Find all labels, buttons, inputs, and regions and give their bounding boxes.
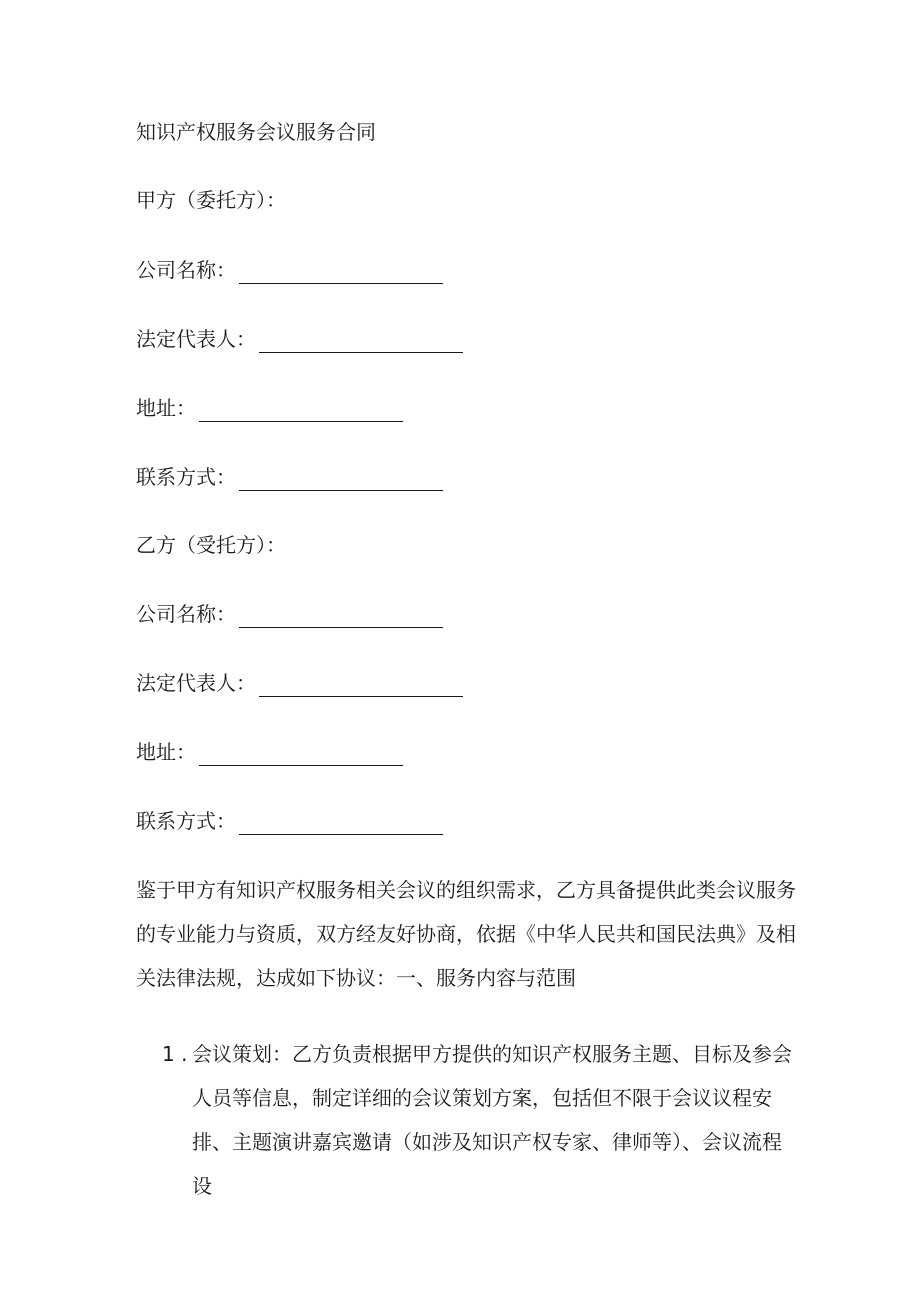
party-b-representative-row [136, 669, 463, 697]
party-b-contact-blank[interactable] [239, 812, 443, 835]
party-b-contact-row [136, 807, 443, 835]
party-b-representative-blank[interactable] [259, 674, 463, 697]
party-a-address-blank[interactable] [199, 399, 403, 422]
party-b-address-label: 地址： [136, 740, 196, 764]
party-a-contact-label: 联系方式： [136, 465, 236, 489]
party-a-company-label: 公司名称： [136, 258, 236, 282]
party-b-company-row [136, 600, 443, 628]
party-a-representative-row [136, 325, 463, 353]
party-a-contact-blank[interactable] [239, 468, 443, 491]
party-b-address-blank[interactable] [199, 743, 403, 766]
document-title: 知识产权服务会议服务合同 [136, 120, 376, 144]
party-b-contact-label: 联系方式： [136, 809, 236, 833]
party-a-representative-blank[interactable] [259, 330, 463, 353]
party-b-representative-label: 法定代表人： [136, 671, 256, 695]
preamble-paragraph: 鉴于甲方有知识产权服务相关会议的组织需求，乙方具备提供此类会议服务的专业能力与资质，双方经友好协商，依据《中华人民共和国民法典》及相关法律法规，达成如下协议：一、服务内容与范围 [136, 878, 796, 990]
party-a-representative-label: 法定代表人： [136, 327, 256, 351]
party-b-company-label: 公司名称： [136, 602, 236, 626]
list-item [136, 1032, 796, 1208]
party-a-address-label: 地址： [136, 396, 196, 420]
party-a-company-row [136, 256, 443, 284]
list-item-text: 会议策划：乙方负责根据甲方提供的知识产权服务主题、目标及参会人员等信息，制定详细的会议策划方案，包括但不限于会议议程安排、主题演讲嘉宾邀请（如涉及知识产权专家、律师等）、会议流程设 [192, 1042, 792, 1198]
party-a-address-row [136, 394, 403, 422]
list-item-number: 1 . [162, 1042, 188, 1066]
party-b-heading: 乙方（受托方）： [136, 533, 286, 557]
party-a-contact-row [136, 463, 443, 491]
party-a-company-blank[interactable] [239, 261, 443, 284]
party-b-address-row [136, 738, 403, 766]
party-a-heading: 甲方（委托方）： [136, 188, 286, 212]
party-b-company-blank[interactable] [239, 605, 443, 628]
